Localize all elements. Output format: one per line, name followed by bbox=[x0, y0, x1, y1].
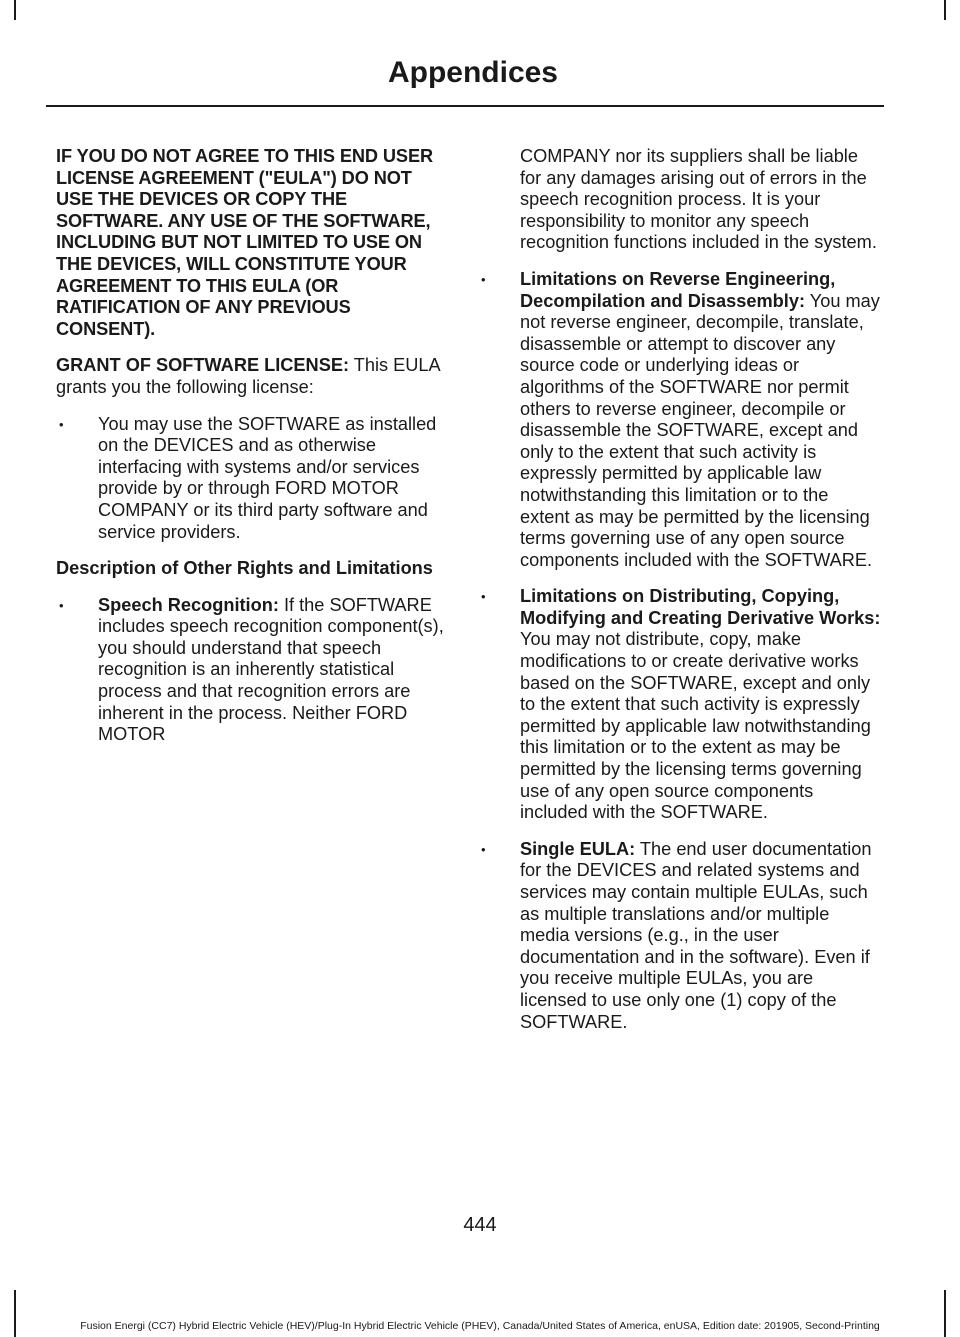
section-heading: Description of Other Rights and Limitations bbox=[56, 558, 433, 579]
crop-mark-top-left bbox=[14, 0, 16, 20]
header-divider bbox=[46, 105, 884, 107]
footer-edition-info: Fusion Energi (CC7) Hybrid Electric Vehicle (HEV)/Plug-In Hybrid Electric Vehicle (PHEV), Canada/United States of America, enUSA, Edition date: 201905, Second-Printing bbox=[80, 1320, 880, 1332]
reverse-engineering-text: You may not reverse engineer, decompile, translate, disassemble or attempt to discover any source code or underlying ideas or algorithms of the SOFTWARE nor permit others to reverse engineer, decompile or disassemble the SOFTWARE, except and only to the extent that such activity is expressly permitted by applicable law notwithstanding this limitation or to the extent as may be permitted by the licensing terms governing use of any open source components included with the SOFTWARE. bbox=[520, 290, 880, 570]
crop-mark-top-right bbox=[944, 0, 946, 20]
distributing-text: You may not distribute, copy, make modifications to or create derivative works based on the SOFTWARE, except and only to the extent that such activity is expressly permitted by applicable law notwithstanding this limitation or to the extent as may be permitted by the licensing terms governing use of any open source components included with the SOFTWARE. bbox=[520, 629, 871, 823]
eula-warning: IF YOU DO NOT AGREE TO THIS END USER LICENSE AGREEMENT ("EULA") DO NOT USE THE DEVICES OR COPY THE SOFTWARE. ANY USE OF THE SOFTWARE, INCLUDING BUT NOT LIMITED TO USE ON THE DEVICES, WILL CONSTITUTE YOUR AGREEMENT TO THIS EULA (OR RATIFICATION OF ANY PREVIOUS CONSENT). bbox=[56, 146, 434, 339]
left-column bbox=[56, 146, 451, 746]
grant-paragraph bbox=[56, 355, 451, 398]
limitations-list bbox=[478, 269, 882, 1033]
speech-text: If the SOFTWARE includes speech recognition component(s), you should understand that speech recognition is an inherently statistical process and that recognition errors are inherent in the process. Neither FORD MOTOR bbox=[98, 594, 444, 745]
single-eula-text: The end user documentation for the DEVICES and related systems and services may contain multiple EULAs, such as multiple translations and/or multiple media versions (e.g., in the user documentation and in the software). Even if you receive multiple EULAs, you are licensed to use only one (1) copy of the SOFTWARE. bbox=[520, 838, 872, 1032]
grant-label: GRANT OF SOFTWARE LICENSE: bbox=[56, 355, 350, 376]
grant-bullet-text: You may use the SOFTWARE as installed on the DEVICES and as otherwise interfacing with systems and/or services provide by or through FORD MOTOR COMPANY or its third party software and service providers. bbox=[98, 413, 437, 542]
list-item bbox=[478, 839, 882, 1033]
page-title: Appendices bbox=[387, 56, 558, 89]
speech-continued: COMPANY nor its suppliers shall be liable for any damages arising out of errors in the speech recognition process. It is your responsibility to monitor any speech recognition functions included in the system. bbox=[520, 146, 877, 253]
list-item bbox=[56, 414, 451, 544]
single-eula-label: Single EULA: bbox=[520, 838, 636, 859]
right-column bbox=[478, 146, 882, 1033]
list-item bbox=[478, 269, 882, 571]
rights-list bbox=[56, 595, 451, 746]
list-item bbox=[56, 595, 451, 746]
grant-list bbox=[56, 414, 451, 544]
speech-label: Speech Recognition: bbox=[98, 594, 279, 615]
distributing-label: Limitations on Distributing, Copying, Modifying and Creating Derivative Works: bbox=[520, 586, 881, 628]
reverse-engineering-label: Limitations on Reverse Engineering, Decompilation and Disassembly: bbox=[520, 268, 836, 311]
grant-text: This EULA grants you the following license: bbox=[56, 355, 440, 397]
list-item bbox=[478, 586, 882, 824]
page-number: 444 bbox=[463, 1214, 497, 1236]
